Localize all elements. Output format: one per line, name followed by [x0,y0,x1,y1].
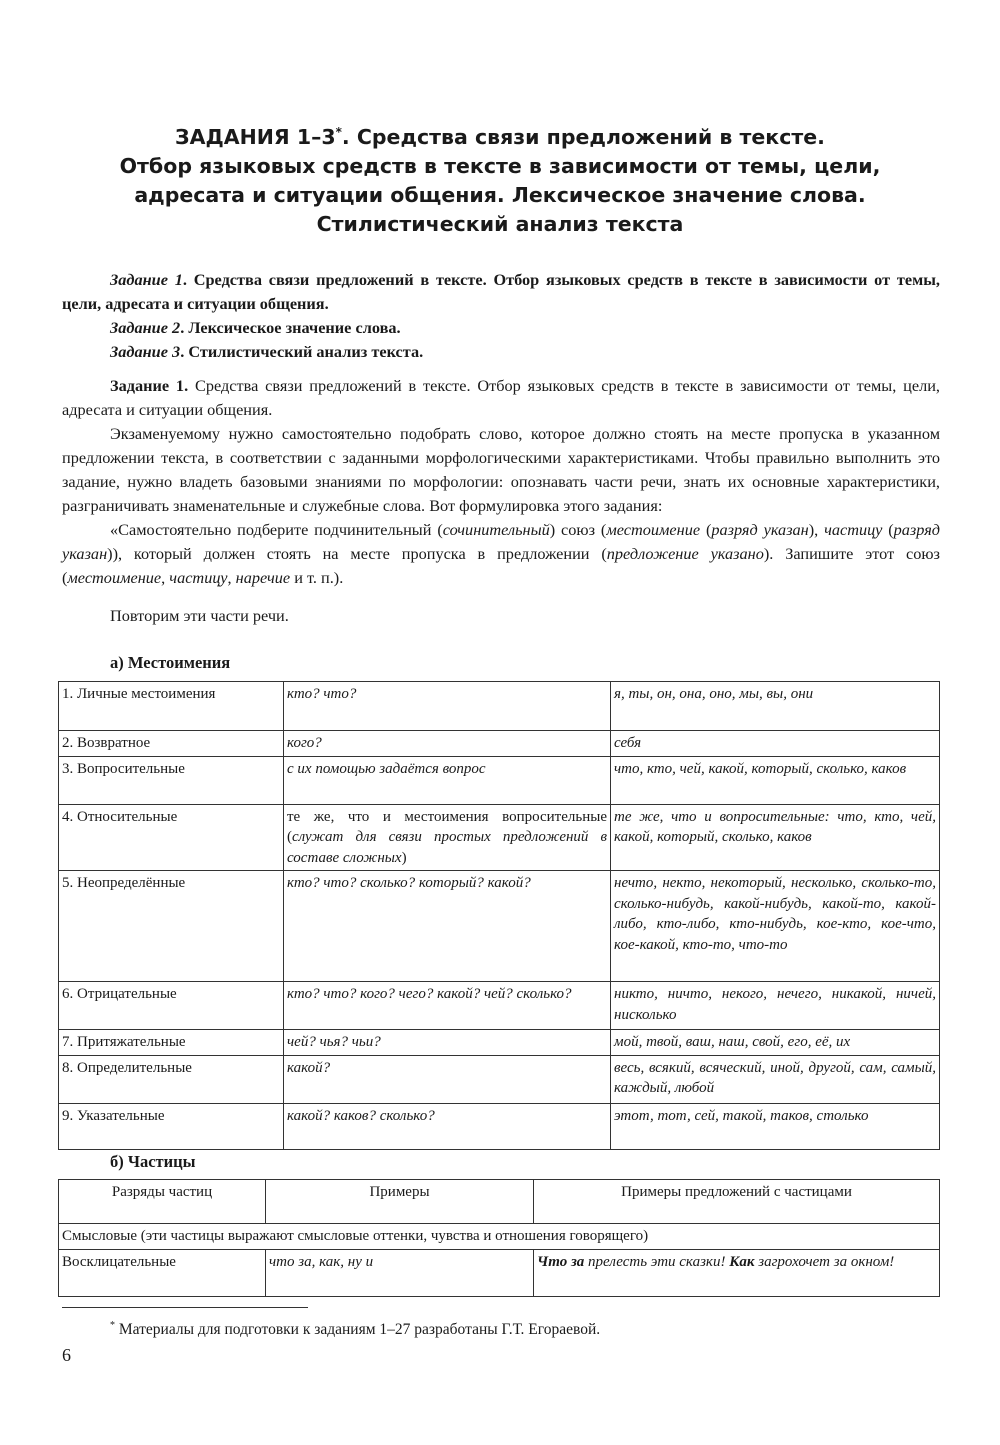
title-line: Отбор языковых средств в тексте в зависимости от темы, цели, [119,153,881,178]
particles-table [58,1179,940,1297]
examples-cell: никто, ничто, некого, нечего, никакой, ничей, нисколько [611,982,940,1030]
task-summary-1 [62,268,940,316]
title-line: адресата и ситуации общения. Лексическое значение слова. [134,182,866,207]
category-cell: 5. Неопределённые [59,871,284,982]
category-cell: 8. Определительные [59,1055,284,1103]
text-run: Средства связи предложений в тексте. Отбор языковых средств в тексте в зависимости от темы, цели, адресата и ситуации общения. [62,376,940,419]
text-run: ) союз ( [549,520,607,539]
text-run: Задание 3 [110,342,181,361]
title-text: ЗАДАНИЯ 1–3 [175,124,336,149]
footnote-mark: * [110,1320,115,1331]
text-run: ). Запишите этот союз ( [62,544,940,587]
text-run: и т. п.). [290,568,344,587]
task-1-paragraph [62,374,940,422]
section-heading-pronouns: а) Местоимения [110,653,231,672]
examples-cell: весь, всякий, всяческий, иной, другой, сам, самый, каждый, любой [611,1055,940,1103]
table-row [59,871,940,982]
group-cell: Смысловые (эти частицы выражают смысловые оттенки, чувства и отношения говорящего) [59,1224,940,1250]
table-row [59,756,940,804]
body-text [62,268,940,628]
table-row [59,1249,940,1296]
task-summary-3 [62,340,940,364]
examples-cell: этот, тот, сей, такой, таков, столько [611,1103,940,1149]
text-run: Задание 1 [110,270,183,289]
table-row [59,1055,940,1103]
page-title [80,118,920,239]
repeat-paragraph [62,604,940,628]
header-cell: Примеры предложений с частицами [534,1180,940,1224]
text-run: предложение указано [606,544,764,563]
text-run: частицу [169,568,228,587]
footnote-divider [62,1307,308,1308]
table-row [59,804,940,871]
text-run: Что за [537,1253,585,1270]
question-cell: кто? что? сколько? который? какой? [284,871,611,982]
table-row [59,682,940,731]
text-run: те же, что и местоимения вопросительные ( [287,808,607,845]
type-cell: Восклицательные [59,1249,266,1296]
header-cell: Разряды частиц [59,1180,266,1224]
text-run: служат для связи простых предложений в составе сложных [287,829,607,866]
text-run: Задание 1. [110,376,189,395]
footnote-text: Материалы для подготовки к заданиям 1–27 разработаны Г.Т. Егораевой. [115,1321,601,1339]
text-run: местоимение [606,520,701,539]
table-group-row [59,1224,940,1250]
header-cell: Примеры [266,1180,534,1224]
text-run: Экзаменуемому нужно самостоятельно подобрать слово, которое должно стоять на месте пропуска в указанном предложении текста, в соответствии с заданными морфологическими характеристиками. Чтобы правильно выполнить это задание, нужно владеть базовыми знаниями по морфологии: опознавать части речи, знать их основные характеристики, разграничивать знаменательные и служебные слова. Вот формулировка этого задания: [62,424,940,515]
page-number: 6 [62,1345,71,1365]
text-run: «Самостоятельно подберите подчинительный ( [110,520,443,539]
category-cell: 9. Указательные [59,1103,284,1149]
section-heading-particles: б) Частицы [110,1152,196,1171]
text-run: сочинительный [442,520,550,539]
examples-cell: нечто, некто, некоторый, несколько, сколько-то, сколько-нибудь, какой-нибудь, какой-то, какой-либо, кто-либо, кто-нибудь, кое-кто, кое-что, кое-какой, кто-то, что-то [611,871,940,982]
text-run: местоимение [67,568,162,587]
text-run: Как [729,1253,755,1270]
text-run: ( [882,520,894,539]
table-header-row [59,1180,940,1224]
text-run: )), который должен стоять на месте пропуска в предложении ( [107,544,607,563]
table-row [59,982,940,1030]
footnote-mark: * [335,125,342,139]
footnote [110,1320,600,1339]
title-line: Стилистический анализ текста [316,211,684,236]
text-run: прелесть эти сказки! [584,1253,730,1270]
category-cell: 6. Отрицательные [59,982,284,1030]
text-run: ) [401,849,407,866]
table-row [59,1030,940,1056]
text-run: разряд указан [62,520,941,563]
category-cell: 1. Личные местоимения [59,682,284,731]
text-run: частицу [824,520,883,539]
category-cell: 2. Возвратное [59,731,284,757]
text-run: загрохочет за окном! [754,1253,895,1270]
examples-cell: мой, твой, ваш, наш, свой, его, её, их [611,1030,940,1056]
task-summary-2 [62,316,940,340]
text-run: , [161,568,170,587]
text-run: наречие [235,568,291,587]
question-cell: кого? [284,731,611,757]
category-cell: 3. Вопросительные [59,756,284,804]
title-text: . Средства связи предложений в тексте. [341,124,825,149]
examples-cell: себя [611,731,940,757]
question-cell [284,804,611,871]
text-run: . Лексическое значение слова. [180,318,401,337]
text-run: ( [700,520,712,539]
text-run: Задание 2 [110,318,181,337]
text-run: ), [808,520,825,539]
examples-cell: что за, как, ну и [266,1249,534,1296]
table-row [59,1103,940,1149]
text-run: . Средства связи предложений в тексте. Отбор языковых средств в тексте в зависимости от темы, цели, адресата и ситуации общения. [62,270,940,313]
pronouns-table [58,681,940,1150]
examples-cell: что, кто, чей, какой, который, сколько, каков [611,756,940,804]
text-run: . Стилистический анализ текста. [180,342,424,361]
question-cell: кто? что? [284,682,611,731]
question-cell: чей? чья? чьи? [284,1030,611,1056]
text-run: разряд указан [711,520,809,539]
question-cell: какой? [284,1055,611,1103]
sentence-cell [534,1249,940,1296]
question-cell: какой? каков? сколько? [284,1103,611,1149]
category-cell: 4. Относительные [59,804,284,871]
task-wording-quote [62,518,940,590]
examples-cell: я, ты, он, она, оно, мы, вы, они [611,682,940,731]
category-cell: 7. Притяжательные [59,1030,284,1056]
text-run: Повторим эти части речи. [110,606,289,625]
question-cell: с их помощью задаётся вопрос [284,756,611,804]
table-row [59,731,940,757]
examples-cell: те же, что и вопросительные: что, кто, чей, какой, который, сколько, каков [611,804,940,871]
text-run: , [227,568,236,587]
explanation-paragraph [62,422,940,518]
question-cell: кто? что? кого? чего? какой? чей? сколько? [284,982,611,1030]
